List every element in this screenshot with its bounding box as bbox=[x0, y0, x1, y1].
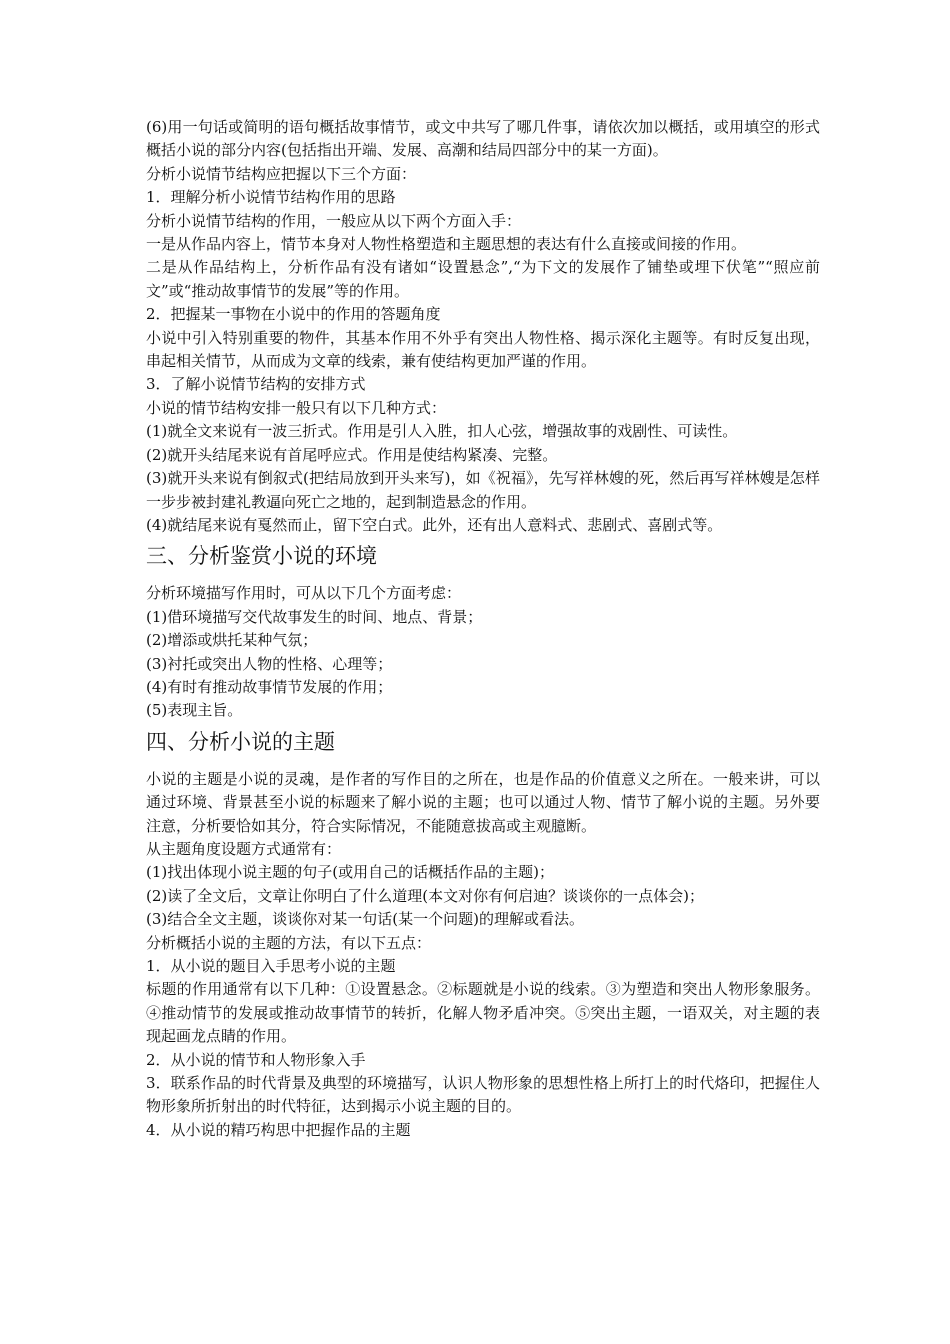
list-item: (4)就结尾来说有戛然而止，留下空白式。此外，还有出人意料式、悲剧式、喜剧式等。 bbox=[146, 515, 723, 534]
paragraph: 小说中引入特别重要的物件，其基本作用不外乎有突出人物性格、揭示深化主题等。有时反复出现，串起相关情节，从而成为文章的线索，兼有使结构更加严谨的作用。 bbox=[146, 328, 820, 371]
list-item: (2)增添或烘托某种气氛； bbox=[146, 631, 318, 650]
list-item: (2)读了全文后，文章让你明白了什么道理(本文对你有何启迪？谈谈你的一点体会)； bbox=[146, 886, 704, 905]
paragraph: 分析概括小说的主题的方法，有以下五点： bbox=[146, 933, 432, 952]
list-item-1: 1．理解分析小说情节结构作用的思路 bbox=[146, 188, 396, 207]
list-item: (1)就全文来说有一波三折式。作用是引人入胜，扣人心弦，增强故事的戏剧性、可读性。 bbox=[146, 422, 738, 441]
paragraph: 小说的主题是小说的灵魂，是作者的写作目的之所在，也是作品的价值意义之所在。一般来讲，可以通过环境、背景甚至小说的标题来了解小说的主题；也可以通过人物、情节了解小说的主题。另外要注意，分析要恰如其分，符合实际情况，不能随意拔高或主观臆断。 bbox=[146, 769, 820, 835]
list-item-3: 3．了解小说情节结构的安排方式 bbox=[146, 375, 366, 394]
list-item: (3)就开头来说有倒叙式(把结局放到开头来写)，如《祝福》，先写祥林嫂的死，然后再写祥林嫂是怎样一步步被封建礼教逼向死亡之地的，起到制造悬念的作用。 bbox=[146, 469, 820, 511]
list-item: (2)就开头结尾来说有首尾呼应式。作用是使结构紧凑、完整。 bbox=[146, 445, 558, 464]
paragraph: 一是从作品内容上，情节本身对人物性格塑造和主题思想的表达有什么直接或间接的作用。 bbox=[146, 235, 747, 254]
list-item: 1．从小说的题目入手思考小说的主题 bbox=[146, 957, 396, 975]
paragraph-summary-question: (6)用一句话或简明的语句概括故事情节，或文中共写了哪几件事，请依次加以概括，或用填空的形式概括小说的部分内容(包括指出开端、发展、高潮和结局四部分中的某一方面)。 bbox=[146, 118, 820, 160]
list-item: (3)衬托或突出人物的性格、心理等； bbox=[146, 654, 393, 673]
paragraph-plot-aspects-intro: 分析小说情节结构应把握以下三个方面： bbox=[146, 164, 417, 183]
paragraph: 从主题角度设题方式通常有： bbox=[146, 839, 342, 858]
section-heading-environment: 三、分析鉴赏小说的环境 bbox=[146, 544, 377, 569]
section-heading-theme: 四、分析小说的主题 bbox=[146, 729, 335, 754]
list-item: (3)结合全文主题，谈谈你对某一句话(某一个问题)的理解或看法。 bbox=[146, 910, 584, 929]
list-item-2: 2．把握某一事物在小说中的作用的答题角度 bbox=[146, 305, 441, 324]
paragraph: 二是从作品结构上，分析作品有没有诸如“设置悬念”,“为下文的发展作了铺垫或埋下伏笔”“照应前文”或“推动故事情节的发展”等的作用。 bbox=[146, 258, 820, 300]
list-item: (1)找出体现小说主题的句子(或用自己的话概括作品的主题)； bbox=[146, 863, 554, 882]
paragraph: 标题的作用通常有以下几种：①设置悬念。②标题就是小说的线索。③为塑造和突出人物形象服务。④推动情节的发展或推动故事情节的转折，化解人物矛盾冲突。⑤突出主题，一语双关，对主题的表现起画龙点睛的作用。 bbox=[146, 980, 820, 1046]
list-item: 2．从小说的情节和人物形象入手 bbox=[146, 1050, 366, 1069]
paragraph: 小说的情节结构安排一般只有以下几种方式： bbox=[146, 398, 447, 417]
paragraph: 分析环境描写作用时，可从以下几个方面考虑： bbox=[146, 584, 462, 603]
list-item: (1)借环境描写交代故事发生的时间、地点、背景； bbox=[146, 607, 483, 626]
list-item: (4)有时有推动故事情节发展的作用； bbox=[146, 677, 393, 696]
list-item: 3．联系作品的时代背景及典型的环境描写，认识人物形象的思想性格上所打上的时代烙印，把握住人物形象所折射出的时代特征，达到揭示小说主题的目的。 bbox=[146, 1074, 820, 1116]
list-item: 4．从小说的精巧构思中把握作品的主题 bbox=[146, 1120, 411, 1139]
list-item: (5)表现主旨。 bbox=[146, 701, 243, 720]
paragraph: 分析小说情节结构的作用，一般应从以下两个方面入手： bbox=[146, 211, 522, 230]
